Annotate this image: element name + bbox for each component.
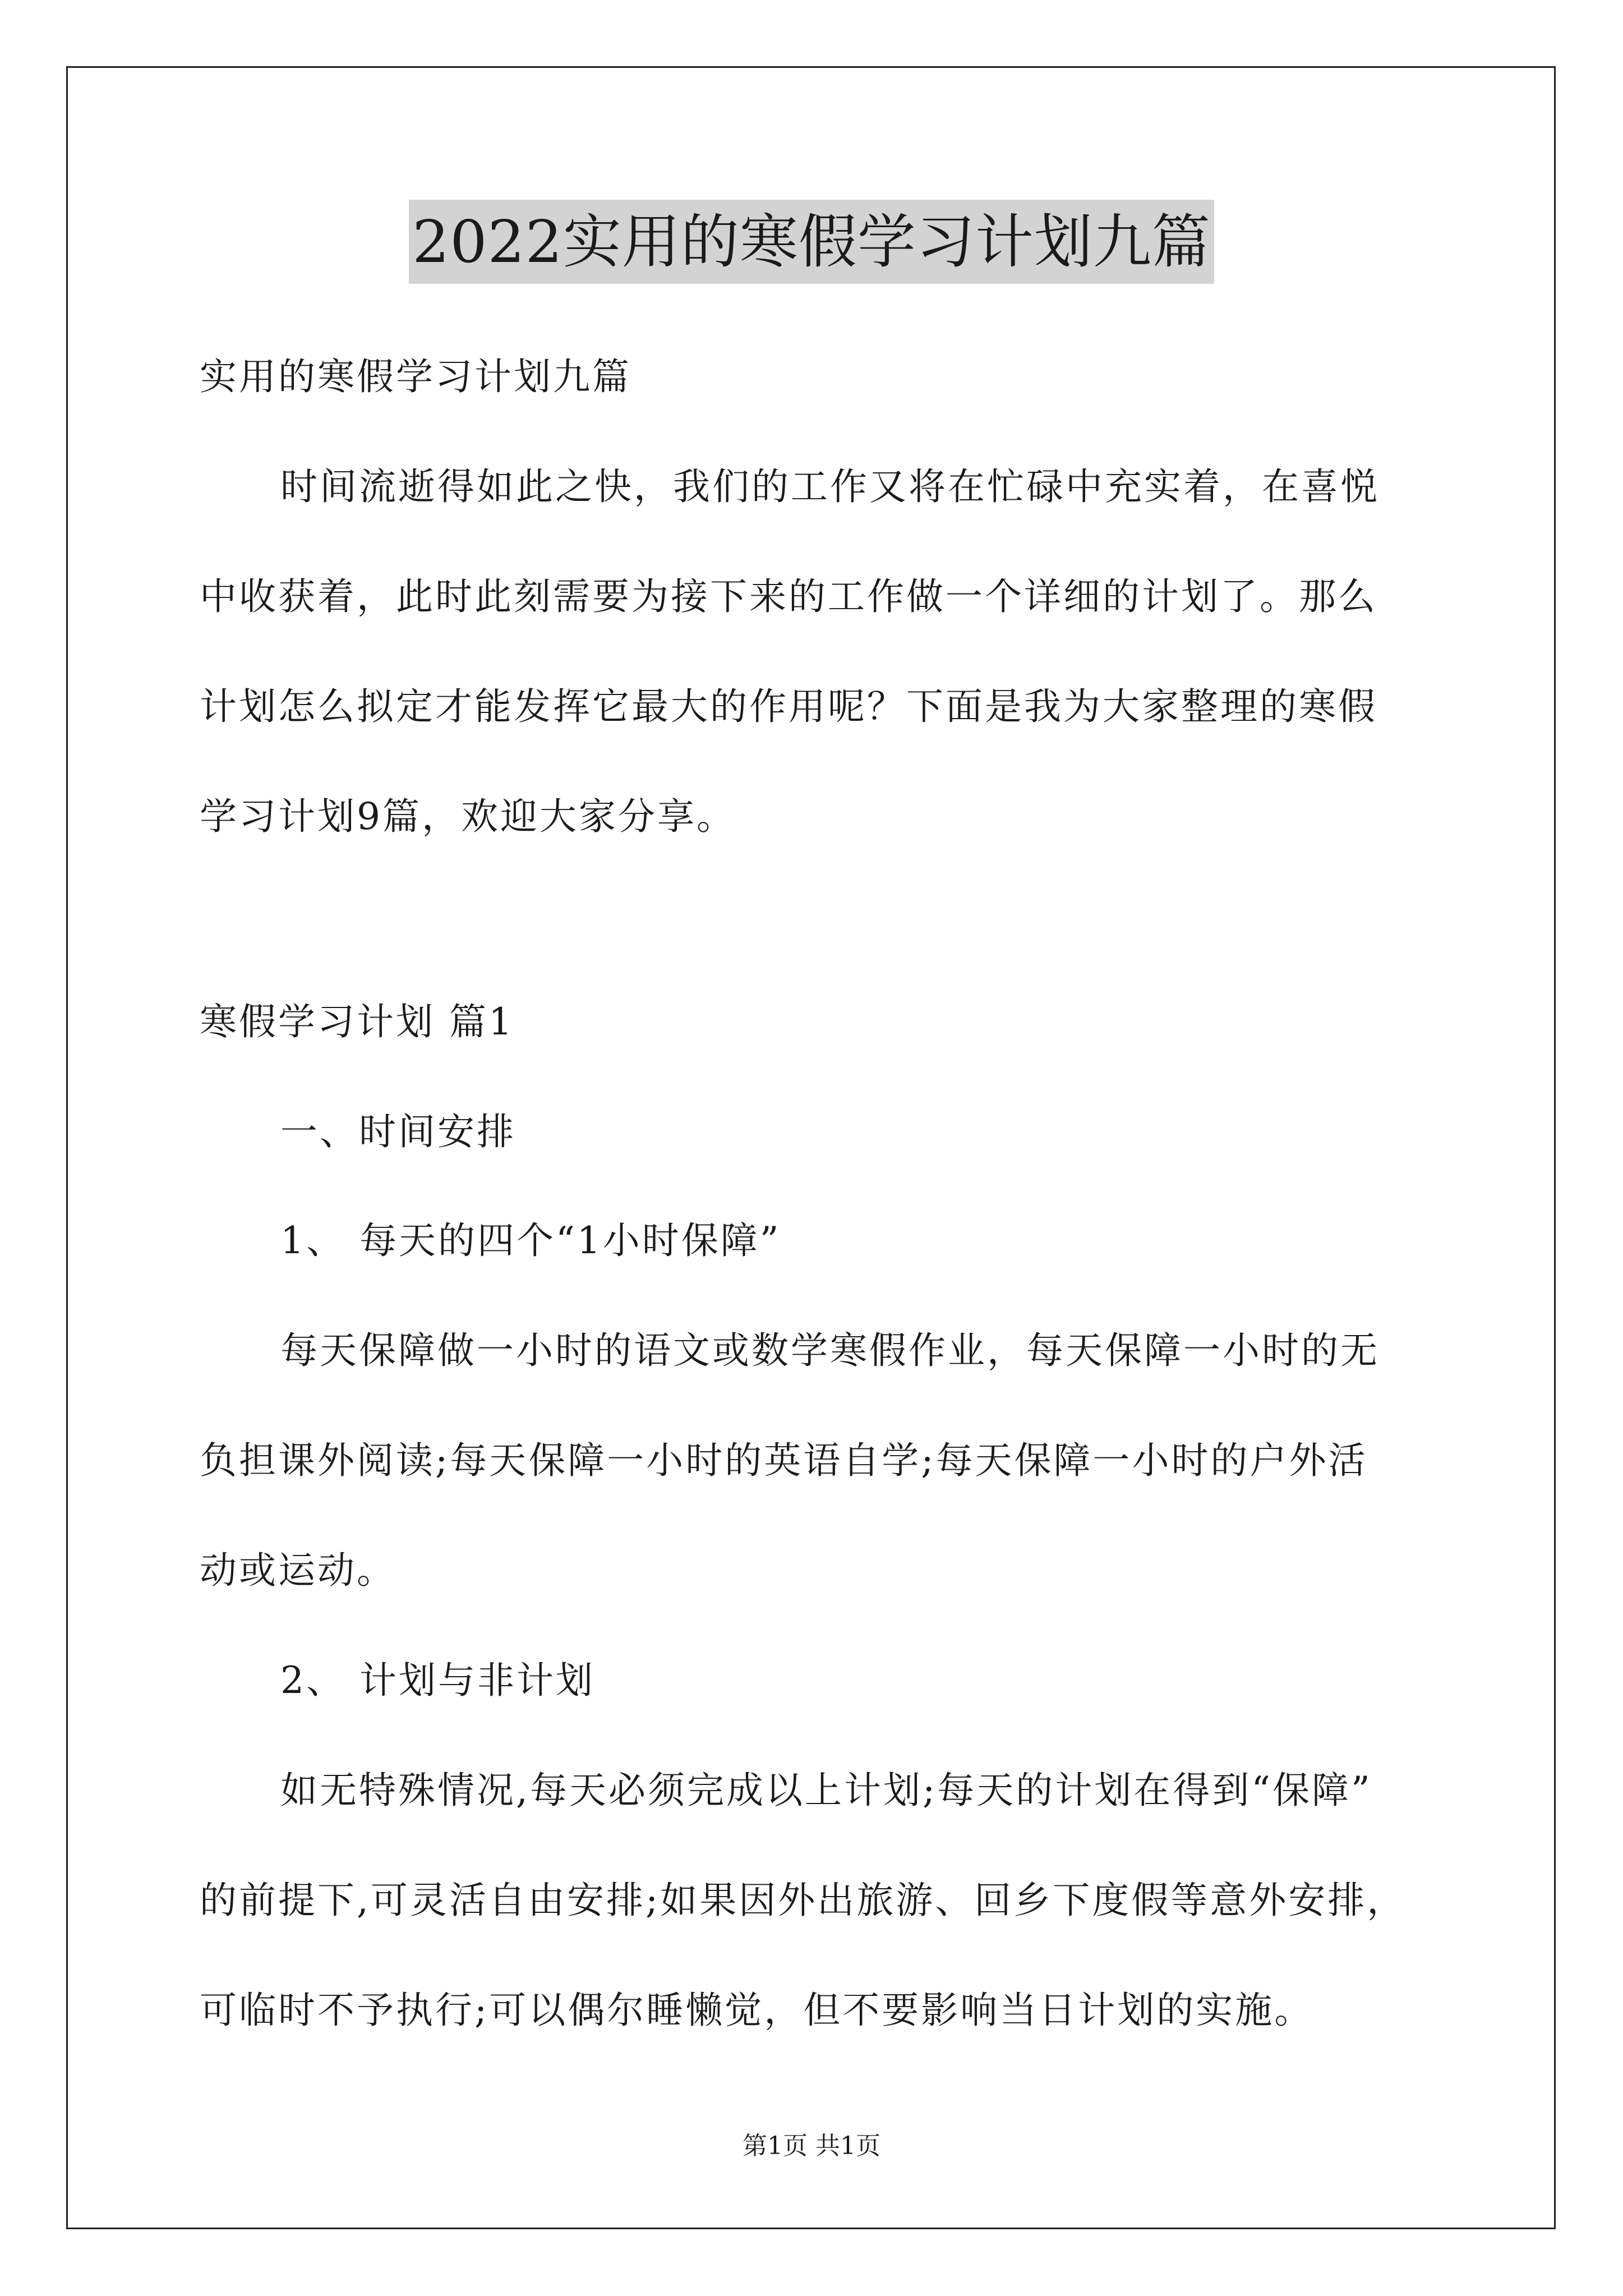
item-2-heading: 2、 计划与非计划 <box>280 1659 595 1702</box>
intro-line-4: 学习计划9篇，欢迎大家分享。 <box>200 795 736 838</box>
item-1-line-3: 动或运动。 <box>200 1549 396 1592</box>
page-footer: 第1页 共1页 <box>743 2132 880 2160</box>
subtitle-line: 实用的寒假学习计划九篇 <box>200 355 631 398</box>
item-2-line-3: 可临时不予执行;可以偶尔睡懒觉，但不要影响当日计划的实施。 <box>200 1989 1314 2032</box>
item-1-heading: 1、 每天的四个“1小时保障” <box>280 1219 781 1262</box>
intro-line-1: 时间流逝得如此之快，我们的工作又将在忙碌中充实着，在喜悦 <box>280 465 1380 508</box>
title-container <box>0 200 1623 284</box>
item-1-line-2: 负担课外阅读;每天保障一小时的英语自学;每天保障一小时的户外活 <box>200 1439 1368 1482</box>
item-2-line-2: 的前提下,可灵活自由安排;如果因外出旅游、回乡下度假等意外安排， <box>200 1879 1407 1922</box>
document-title: 2022实用的寒假学习计划九篇 <box>409 200 1214 284</box>
subheading-time: 一、时间安排 <box>280 1110 516 1153</box>
section-heading: 寒假学习计划 篇1 <box>200 1000 514 1043</box>
item-1-line-1: 每天保障做一小时的语文或数学寒假作业，每天保障一小时的无 <box>280 1329 1380 1372</box>
item-2-line-1: 如无特殊情况,每天必须完成以上计划;每天的计划在得到“保障” <box>280 1769 1372 1812</box>
intro-line-2: 中收获着，此时此刻需要为接下来的工作做一个详细的计划了。那么 <box>200 575 1377 618</box>
intro-line-3: 计划怎么拟定才能发挥它最大的作用呢？下面是我为大家整理的寒假 <box>200 685 1377 728</box>
